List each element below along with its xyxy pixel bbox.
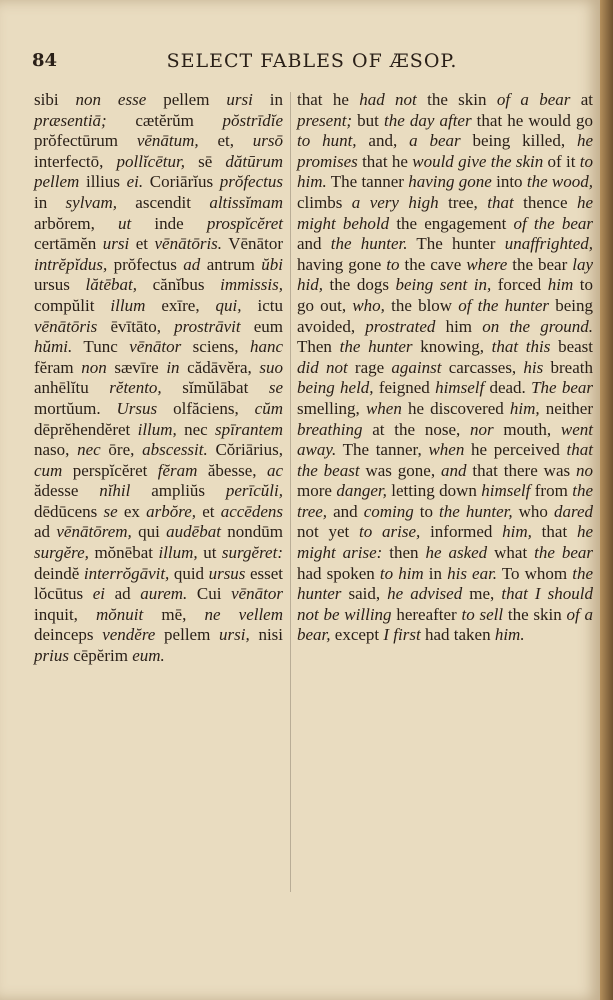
text-run: mouth, xyxy=(493,419,561,439)
italic-run: vēnātōris. xyxy=(154,234,223,254)
text-run: and, xyxy=(356,131,410,151)
italic-run: pŏstrīdĭe xyxy=(222,110,283,130)
text-run: thence xyxy=(513,192,577,212)
english-paragraph xyxy=(297,90,593,646)
text-run: cætĕrŭm xyxy=(106,110,223,130)
text-run: and xyxy=(327,501,364,521)
italic-run: to hunt, xyxy=(297,131,357,151)
text-run: compŭlit xyxy=(34,295,111,315)
italic-run: ursi xyxy=(226,90,253,109)
text-run: the dogs xyxy=(322,275,396,295)
italic-run: the hunter xyxy=(297,563,593,604)
italic-run: vēnātōris xyxy=(34,316,98,336)
italic-run: cŭm xyxy=(254,398,283,418)
text-run: dead. xyxy=(484,378,532,398)
text-run: fĕram xyxy=(34,357,82,377)
text-run: ampliŭs xyxy=(130,481,226,501)
text-run: deindĕ xyxy=(34,563,84,583)
italic-run: dătūrum pellem xyxy=(34,151,283,192)
italic-run: accēdens xyxy=(220,501,283,521)
italic-run: to xyxy=(386,254,400,274)
text-run: and xyxy=(297,234,331,254)
italic-run: of the bear xyxy=(513,213,593,233)
italic-run: a very high xyxy=(351,192,439,212)
text-run: ăbesse, xyxy=(197,460,267,480)
text-run: sĭmŭlābat xyxy=(161,378,269,398)
text-run: to go out, xyxy=(297,275,593,315)
italic-run: on the ground. xyxy=(482,316,593,336)
running-title: SELECT FABLES OF ÆSOP. xyxy=(166,50,458,72)
text-run: mortŭum. xyxy=(34,398,117,418)
text-run: in xyxy=(252,90,284,109)
italic-run: præsentiā; xyxy=(34,110,107,130)
italic-run: altissĭmam xyxy=(209,192,283,212)
text-run: cădāvĕra, xyxy=(179,357,260,377)
italic-run: he promises xyxy=(297,131,593,171)
italic-run: se xyxy=(268,378,283,398)
text-run: at the nose, xyxy=(362,419,471,439)
text-run: anhēlĭtu xyxy=(34,378,110,398)
text-run: antrum xyxy=(200,254,262,274)
text-run: except xyxy=(330,625,384,645)
italic-run: cum xyxy=(34,460,63,480)
text-run: deinceps xyxy=(34,625,103,645)
italic-run: that I should not be willing xyxy=(297,584,593,624)
italic-run: Ursus xyxy=(116,398,158,418)
text-run: nec xyxy=(176,419,216,439)
italic-run: of the hunter xyxy=(458,295,550,315)
italic-run: had not xyxy=(359,90,417,109)
italic-run: to him. xyxy=(297,151,593,192)
italic-run: surgĕret: xyxy=(221,543,283,563)
text-run: ascendit xyxy=(117,192,210,212)
text-run: ad xyxy=(34,522,57,542)
italic-run: abscessit. xyxy=(142,440,208,460)
italic-run: in xyxy=(166,357,180,377)
italic-run: when xyxy=(365,398,402,418)
italic-run: eum. xyxy=(132,646,165,666)
text-run: breath xyxy=(543,357,593,377)
text-run: ad xyxy=(105,584,141,604)
italic-run: him, xyxy=(509,398,540,418)
italic-run: vēnātum, xyxy=(136,131,199,151)
italic-run: pollĭcētur, xyxy=(116,151,185,171)
text-run: ōre, xyxy=(100,440,143,460)
italic-run: the day after xyxy=(383,110,472,130)
text-run: sibi xyxy=(34,90,76,109)
italic-run: to sell xyxy=(461,604,504,624)
italic-run: audēbat xyxy=(166,522,221,542)
italic-run: vēnātor xyxy=(231,584,284,604)
text-run: inquit, xyxy=(34,604,97,624)
text-run: had spoken xyxy=(297,563,380,583)
latin-column xyxy=(34,90,283,667)
text-run: et xyxy=(129,234,155,254)
text-run: prŏfectus xyxy=(107,254,184,274)
italic-run: the hunter xyxy=(339,337,413,357)
italic-run: ŭbi xyxy=(261,254,283,274)
italic-run: breathing xyxy=(297,419,363,439)
text-run: pellem xyxy=(155,625,220,645)
italic-run: when xyxy=(428,440,465,460)
italic-run: surgĕre, xyxy=(34,543,89,563)
text-run: being avoided, xyxy=(297,295,593,336)
italic-run: qui, xyxy=(215,295,242,315)
italic-run: himself xyxy=(481,481,531,501)
italic-run: prŏfectus xyxy=(219,172,283,192)
text-run: prŏfectūrum xyxy=(34,131,137,151)
text-run: To whom xyxy=(497,563,573,583)
text-run: that he would go xyxy=(471,110,593,130)
text-run: forced xyxy=(491,275,548,295)
text-run: smelling, xyxy=(297,398,366,418)
text-run: carcasses, xyxy=(441,357,524,377)
text-run: more xyxy=(297,481,337,501)
text-run: that there was xyxy=(466,460,577,480)
italic-run: he might arise: xyxy=(297,522,593,563)
italic-run: hŭmi. xyxy=(34,337,73,357)
page-header xyxy=(32,48,592,78)
text-run: being killed, xyxy=(460,131,577,151)
text-run: arbŏrem, xyxy=(34,213,119,233)
italic-run: ursō xyxy=(252,131,283,151)
text-run: from xyxy=(530,481,573,501)
italic-run: that xyxy=(487,192,514,212)
text-run: the skin xyxy=(503,604,567,624)
italic-run: ursi xyxy=(102,234,130,254)
italic-run: the bear xyxy=(534,543,593,563)
italic-run: of a bear, xyxy=(297,604,594,645)
italic-run: he might behold xyxy=(297,192,593,233)
italic-run: a bear xyxy=(409,131,461,151)
italic-run: no xyxy=(576,460,594,480)
italic-run: went away. xyxy=(297,419,594,460)
text-run: me, xyxy=(462,584,502,604)
text-run: but xyxy=(352,110,384,130)
text-run: to xyxy=(413,501,440,521)
italic-run: ad xyxy=(183,254,201,274)
italic-run: nor xyxy=(470,419,494,439)
italic-run: lătēbat, xyxy=(85,275,137,295)
text-run: The tanner, xyxy=(336,440,429,460)
italic-run: sylvam, xyxy=(65,192,117,212)
text-run: him xyxy=(435,316,483,336)
text-run: he perceived xyxy=(464,440,567,460)
italic-run: of a bear xyxy=(496,90,571,109)
italic-run: hanc xyxy=(249,337,283,357)
text-run: Coriārĭus xyxy=(143,172,220,192)
italic-run: him xyxy=(547,275,574,295)
text-run: Vēnātor xyxy=(222,234,283,254)
italic-run: non esse xyxy=(75,90,147,109)
text-run: the blow xyxy=(384,295,459,315)
text-run: in xyxy=(423,563,448,583)
italic-run: the tree, xyxy=(297,481,593,521)
italic-run: ac xyxy=(266,460,283,480)
italic-run: coming xyxy=(363,501,414,521)
column-divider xyxy=(290,92,291,892)
italic-run: the hunter. xyxy=(330,234,408,254)
italic-run: I first xyxy=(383,625,421,645)
text-run: mē, xyxy=(143,604,205,624)
italic-run: his ear. xyxy=(447,563,498,583)
latin-paragraph xyxy=(34,90,283,667)
page-number: 84 xyxy=(32,50,58,71)
italic-run: vendĕre xyxy=(102,625,156,645)
text-run: dēdūcens xyxy=(34,501,104,521)
italic-run: rĕtento, xyxy=(109,378,162,398)
italic-run: having gone xyxy=(408,172,492,192)
text-run: the engagement xyxy=(389,213,514,233)
text-run: the bear xyxy=(507,254,573,274)
italic-run: him. xyxy=(494,625,525,645)
text-run: inde xyxy=(131,213,207,233)
italic-run: ursus xyxy=(208,563,246,583)
italic-run: spīrantem xyxy=(215,419,284,439)
italic-run: present; xyxy=(297,110,353,130)
italic-run: unaffrighted, xyxy=(504,234,593,254)
text-run: said, xyxy=(341,584,388,604)
italic-run: and xyxy=(441,460,467,480)
italic-run: vēnātor xyxy=(129,337,182,357)
text-run: knowing, xyxy=(412,337,492,357)
text-run: quid xyxy=(169,563,209,583)
italic-run: ei xyxy=(92,584,105,604)
text-run: pellem xyxy=(146,90,227,109)
text-run: into xyxy=(491,172,527,192)
italic-run: illum, xyxy=(158,543,198,563)
text-run: who xyxy=(512,501,554,521)
italic-run: danger, xyxy=(336,481,387,501)
text-run: was gone, xyxy=(359,460,441,480)
italic-run: se xyxy=(103,501,118,521)
text-run: exīre, xyxy=(145,295,216,315)
italic-run: prospĭcĕret xyxy=(206,213,283,233)
italic-run: ursi, xyxy=(219,625,250,645)
text-run: ēvītāto, xyxy=(97,316,175,336)
italic-run: would give the skin xyxy=(412,151,544,171)
text-run: not yet xyxy=(297,522,360,542)
text-run: interfectō, xyxy=(34,151,117,171)
italic-run: ne vellem xyxy=(204,604,284,624)
italic-run: prostrated xyxy=(365,316,436,336)
text-run: that he xyxy=(357,151,413,171)
italic-run: fĕram xyxy=(157,460,198,480)
italic-run: suo xyxy=(259,357,283,377)
text-run: illius xyxy=(79,172,127,192)
text-run: that he xyxy=(297,90,360,109)
text-run: olfăciens, xyxy=(157,398,255,418)
text-run: tree, xyxy=(438,192,488,212)
text-run: ădesse xyxy=(34,481,100,501)
italic-run: did not xyxy=(297,357,348,377)
text-run: what xyxy=(487,543,535,563)
italic-run: against xyxy=(391,357,442,377)
italic-run: The bear xyxy=(531,378,593,398)
italic-run: to him xyxy=(379,563,424,583)
text-run: he discovered xyxy=(401,398,510,418)
text-run: cēpĕrim xyxy=(68,646,133,666)
text-run: eum xyxy=(240,316,283,336)
text-run: had taken xyxy=(420,625,495,645)
text-run: ursus xyxy=(34,275,86,295)
italic-run: dared xyxy=(553,501,593,521)
text-run: The tanner xyxy=(326,172,409,192)
text-run: cănĭbus xyxy=(136,275,221,295)
italic-run: aurem. xyxy=(140,584,188,604)
text-run: dēprĕhendĕret xyxy=(34,419,138,439)
italic-run: his xyxy=(523,357,544,377)
english-column xyxy=(297,90,593,646)
text-run: neither xyxy=(539,398,593,418)
italic-run: prostrāvit xyxy=(174,316,241,336)
text-run: mŏnēbat xyxy=(88,543,159,563)
italic-run: he asked xyxy=(425,543,488,563)
text-run: letting down xyxy=(386,481,482,501)
text-run: Cŏriārius, xyxy=(207,440,283,460)
italic-run: arbŏre, xyxy=(146,501,196,521)
italic-run: being held, xyxy=(297,378,374,398)
text-run: The hunter xyxy=(407,234,505,254)
italic-run: who, xyxy=(352,295,385,315)
text-run: qui xyxy=(131,522,167,542)
text-run: sciens, xyxy=(181,337,250,357)
text-run: informed xyxy=(420,522,503,542)
text-run: nisi xyxy=(249,625,284,645)
text-run: the cave xyxy=(399,254,467,274)
italic-run: being sent in, xyxy=(395,275,492,295)
text-run: having gone xyxy=(297,254,387,274)
text-run: et, xyxy=(198,131,253,151)
text-run: that xyxy=(531,522,577,542)
text-run: the skin xyxy=(416,90,497,109)
italic-run: perīcŭli, xyxy=(225,481,283,501)
page-edge xyxy=(600,0,613,1000)
italic-run: intrĕpĭdus, xyxy=(34,254,108,274)
text-run: of it xyxy=(543,151,580,171)
italic-run: vēnātōrem, xyxy=(56,522,132,542)
text-run: Tunc xyxy=(72,337,130,357)
italic-run: lay hid, xyxy=(297,254,593,295)
text-run: hereafter xyxy=(391,604,462,624)
text-run: rage xyxy=(347,357,392,377)
italic-run: interrŏgāvit, xyxy=(83,563,170,583)
italic-run: nec xyxy=(77,440,101,460)
italic-run: mŏnuit xyxy=(96,604,144,624)
text-run: Then xyxy=(297,337,340,357)
italic-run: that this xyxy=(491,337,551,357)
italic-run: illum, xyxy=(137,419,177,439)
text-run: beast xyxy=(550,337,594,357)
italic-run: the hunter, xyxy=(439,501,513,521)
italic-run: non xyxy=(81,357,107,377)
italic-run: immissis, xyxy=(220,275,283,295)
italic-run: the wood, xyxy=(526,172,594,192)
italic-run: him, xyxy=(502,522,532,542)
text-run: nondūm xyxy=(220,522,283,542)
text-run: ex xyxy=(117,501,147,521)
text-run: sævīre xyxy=(106,357,167,377)
text-run: Cui xyxy=(187,584,232,604)
italic-run: nĭhil xyxy=(99,481,131,501)
text-run: climbs xyxy=(297,192,352,212)
italic-run: that the beast xyxy=(297,440,593,480)
italic-run: ut xyxy=(118,213,132,233)
text-run: sē xyxy=(184,151,226,171)
italic-run: he advised xyxy=(387,584,463,604)
italic-run: ei. xyxy=(126,172,144,192)
text-run: in xyxy=(34,192,66,212)
text-run: then xyxy=(382,543,426,563)
text-run: perspĭcĕret xyxy=(62,460,158,480)
text-run: esset lŏcūtus xyxy=(34,563,283,604)
text-run: ut xyxy=(197,543,222,563)
text-run: et xyxy=(196,501,221,521)
italic-run: where xyxy=(466,254,508,274)
italic-run: himself xyxy=(435,378,485,398)
text-run: certāmĕn xyxy=(34,234,103,254)
italic-run: prius xyxy=(34,646,69,666)
text-run: at xyxy=(570,90,594,109)
text-run: feigned xyxy=(373,378,436,398)
text-run: naso, xyxy=(34,440,78,460)
text-run: ictu xyxy=(241,295,283,315)
italic-run: illum xyxy=(110,295,146,315)
italic-run: to arise, xyxy=(359,522,421,542)
